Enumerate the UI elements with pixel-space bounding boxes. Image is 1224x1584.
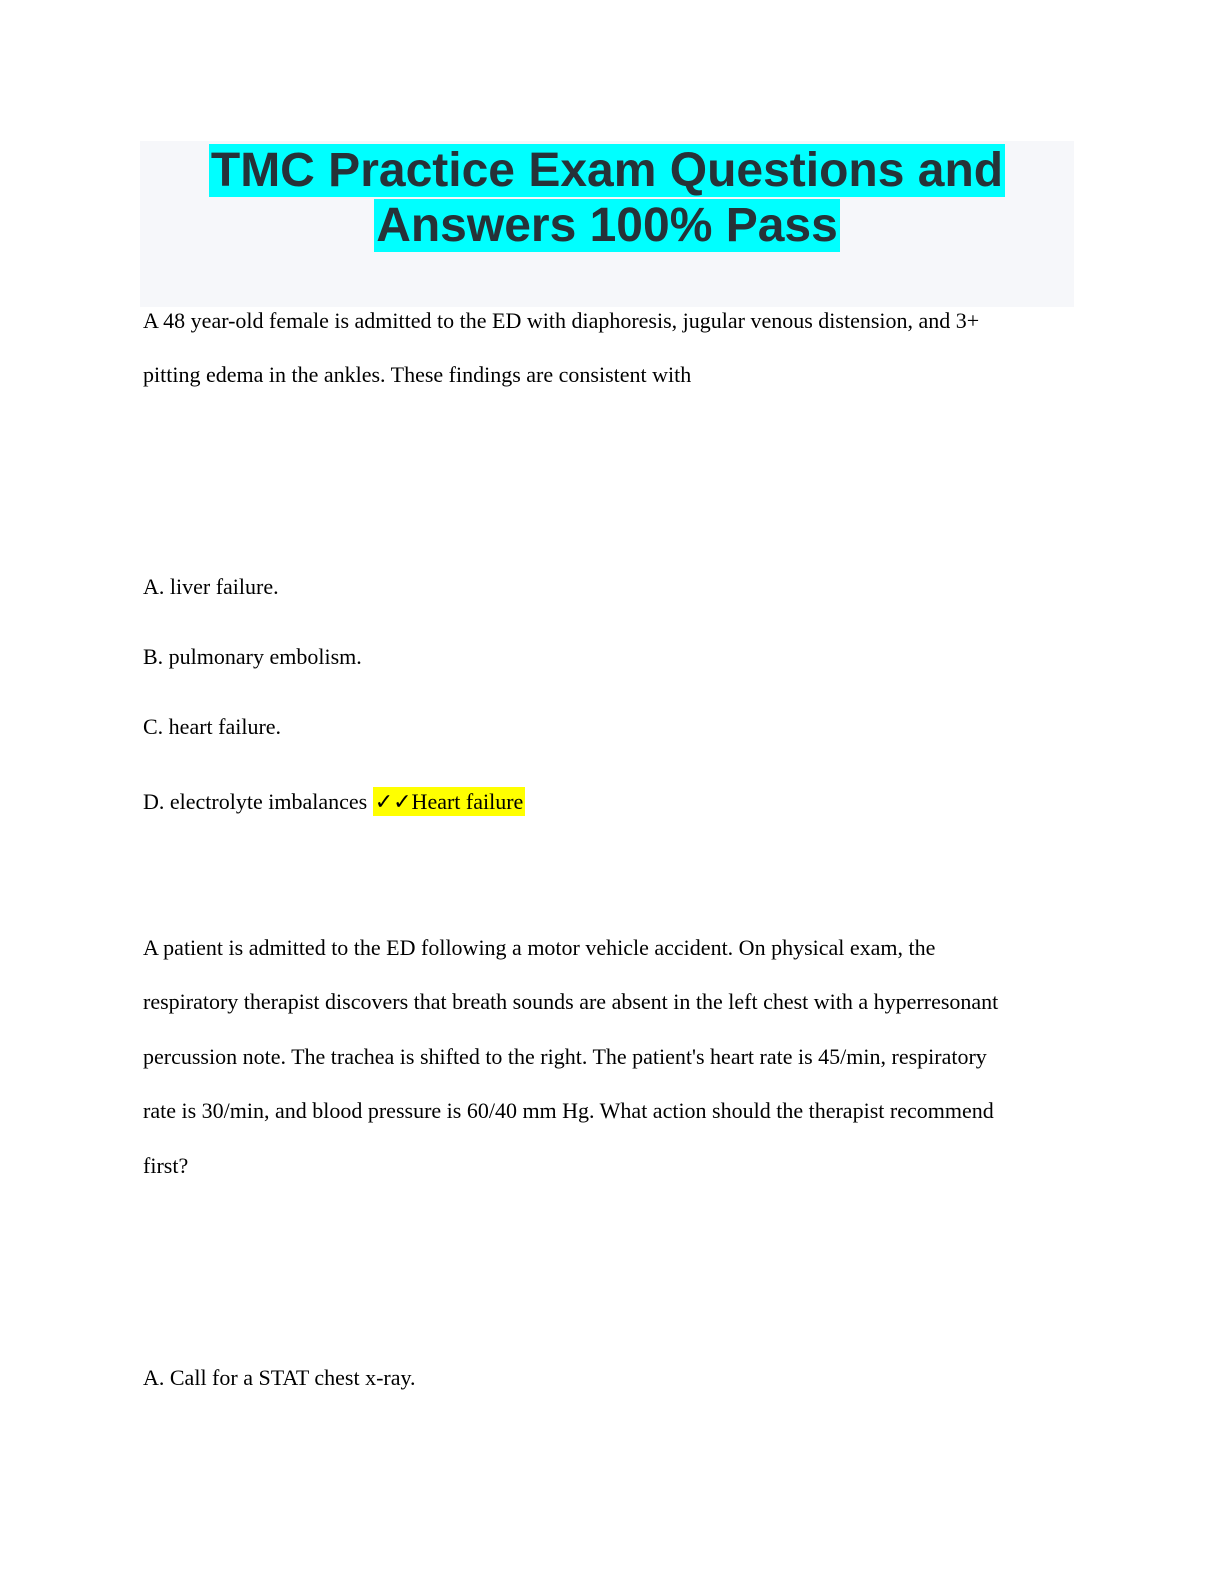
question-1-line-2: pitting edema in the ankles. These findings are consistent with (143, 362, 692, 387)
question-2-option-a: A. Call for a STAT chest x-ray. (143, 1365, 416, 1390)
question-2-line-3: percussion note. The trachea is shifted to the right. The patient's heart rate is 45/min, respiratory (143, 1044, 987, 1069)
question-2-line-4: rate is 30/min, and blood pressure is 60/40 mm Hg. What action should the therapist recommend (143, 1098, 994, 1123)
question-1-option-c: C. heart failure. (143, 714, 282, 739)
question-2-line-2: respiratory therapist discovers that breath sounds are absent in the left chest with a hyperresonant (143, 989, 999, 1014)
question-2-line-1: A patient is admitted to the ED following a motor vehicle accident. On physical exam, the (143, 935, 936, 960)
title-block (140, 141, 1074, 307)
page-title-line-1: TMC Practice Exam Questions and (210, 144, 1004, 197)
question-1-line-1: A 48 year-old female is admitted to the ED with diaphoresis, jugular venous distension, and 3+ (143, 308, 980, 333)
question-2-line-5: first? (143, 1153, 189, 1178)
answer-highlight: ✓✓Heart failure (374, 789, 524, 814)
option-d-label: D. electrolyte imbalances (143, 789, 368, 814)
question-1-option-a: A. liver failure. (143, 574, 279, 599)
question-1-option-d (143, 789, 525, 815)
question-1-option-b: B. pulmonary embolism. (143, 644, 362, 669)
page-title-line-2: Answers 100% Pass (376, 199, 838, 252)
